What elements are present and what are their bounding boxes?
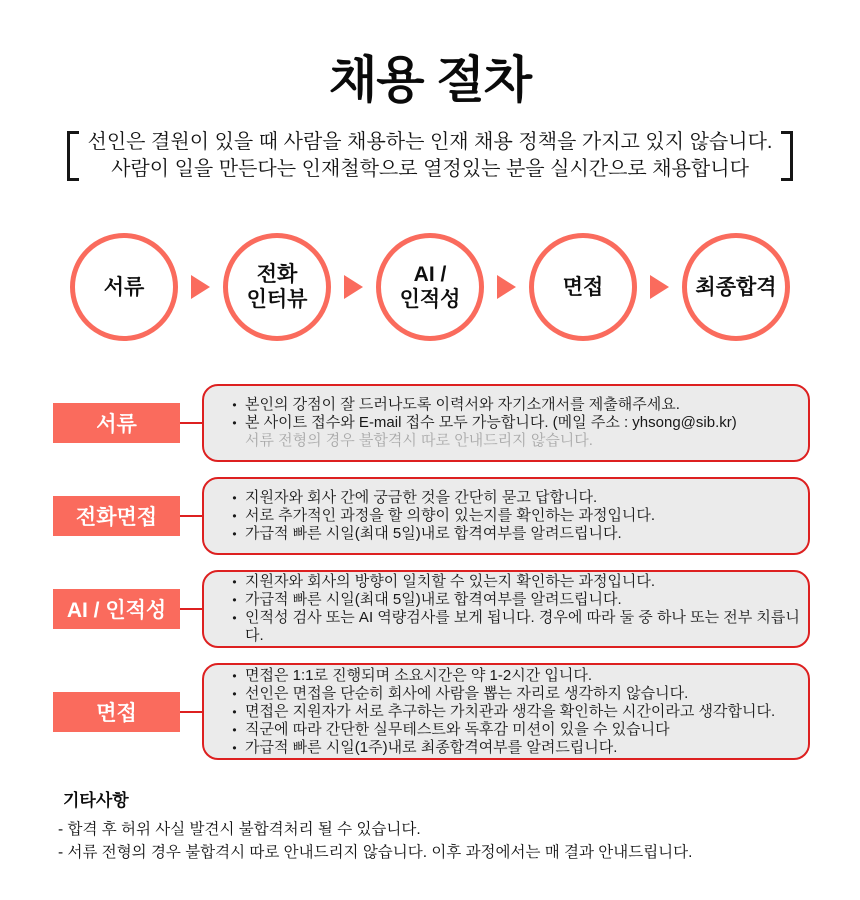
section-label: 면접 xyxy=(53,692,180,732)
muted-text: 서류 전형의 경우 불합격시 따로 안내드리지 않습니다. xyxy=(245,432,593,449)
bullet-icon: • xyxy=(232,740,237,755)
bullet-line xyxy=(228,591,800,609)
bullet-line xyxy=(228,721,800,739)
flow-step-label: 서류 xyxy=(103,275,145,299)
section-detail-box xyxy=(202,663,810,760)
bullet-line xyxy=(228,396,800,414)
bullet-icon: • xyxy=(232,704,237,719)
bullet-text: 면접은 1:1로 진행되며 소요시간은 약 1-2시간 입니다. xyxy=(245,666,593,684)
notes-item: - 서류 전형의 경우 불합격시 따로 안내드리지 않습니다. 이후 과정에서는 매 결과 안내드립니다. xyxy=(58,844,693,861)
bullet-text: 가급적 빠른 시일(최대 5일)내로 합격여부를 알려드립니다. xyxy=(245,591,622,608)
bullet-icon: • xyxy=(232,527,237,541)
bullet-icon: • xyxy=(232,686,237,701)
flow-step-interview xyxy=(529,233,637,341)
subtitle-line-2: 사람이 일을 만든다는 인재철학으로 열정있는 분을 실시간으로 채용합니다 xyxy=(111,158,749,180)
bullet-line xyxy=(228,609,800,645)
bullet-icon: • xyxy=(232,593,237,607)
bullet-line xyxy=(228,489,800,507)
bullet-line xyxy=(228,573,800,591)
bullet-text: 지원자와 회사의 방향이 일치할 수 있는지 확인하는 과정입니다. xyxy=(245,573,656,590)
bullet-text: 면접은 지원자가 서로 추구하는 가치관과 생각을 확인하는 시간이라고 생각합니다. xyxy=(245,702,776,720)
connector-line xyxy=(180,515,202,517)
section-detail-box xyxy=(202,570,810,648)
arrow-right-icon xyxy=(344,275,363,299)
flow-step-label: 인터뷰 xyxy=(246,288,308,311)
other-notes xyxy=(58,786,860,861)
bullet-icon: • xyxy=(232,575,237,589)
section-label: AI / 인적성 xyxy=(53,589,180,629)
flow-step-final-pass xyxy=(682,233,790,341)
bullet-icon: • xyxy=(232,722,237,737)
bullet-icon: • xyxy=(232,611,237,625)
section-interview xyxy=(0,663,860,760)
section-label: 전화면접 xyxy=(53,496,180,536)
flow-step-label: 최종합격 xyxy=(695,275,777,299)
bullet-line xyxy=(228,739,800,757)
muted-line xyxy=(228,432,800,450)
flow-step-ai-aptitude xyxy=(376,233,484,341)
right-bracket-icon xyxy=(781,131,793,181)
bullet-text: 선인은 면접을 단순히 회사에 사람을 뽑는 자리로 생각하지 않습니다. xyxy=(245,684,689,702)
subtitle-text xyxy=(88,129,773,183)
notes-heading: 기타사항 xyxy=(63,791,129,810)
flow-step-label: 전화 xyxy=(256,263,298,286)
section-ai-aptitude xyxy=(0,570,860,648)
bullet-icon: • xyxy=(232,416,237,430)
flow-step-phone-interview xyxy=(223,233,331,341)
arrow-right-icon xyxy=(650,275,669,299)
process-flow xyxy=(0,233,860,341)
section-documents xyxy=(0,384,860,462)
subtitle-line-1: 선인은 결원이 있을 때 사람을 채용하는 인재 채용 정책을 가지고 있지 않습니다. xyxy=(87,131,773,153)
flow-step-label: 인적성 xyxy=(399,288,461,311)
left-bracket-icon xyxy=(67,131,79,181)
bullet-line xyxy=(228,667,800,685)
arrow-right-icon xyxy=(497,275,516,299)
section-list xyxy=(0,384,860,760)
bullet-text: 가급적 빠른 시일(1주)내로 최종합격여부를 알려드립니다. xyxy=(245,738,618,756)
connector-line xyxy=(180,608,202,610)
section-phone-interview xyxy=(0,477,860,555)
section-detail-box xyxy=(202,384,810,462)
bullet-icon: • xyxy=(232,509,237,523)
bullet-text: 지원자와 회사 간에 궁금한 것을 간단히 묻고 답합니다. xyxy=(245,489,598,506)
bullet-line xyxy=(228,685,800,703)
bullet-icon: • xyxy=(232,491,237,505)
section-label: 서류 xyxy=(53,403,180,443)
connector-line xyxy=(180,711,202,713)
bullet-line xyxy=(228,525,800,543)
flow-step-label: 면접 xyxy=(562,275,604,299)
bullet-text: 본 사이트 접수와 E-mail 접수 모두 가능합니다. (메일 주소 : yhsong@sib.kr) xyxy=(245,414,737,431)
flow-step-documents xyxy=(70,233,178,341)
bullet-line xyxy=(228,507,800,525)
page-title: 채용 절차 xyxy=(328,52,532,108)
bullet-icon: • xyxy=(232,398,237,412)
bullet-text: 본인의 강점이 잘 드러나도록 이력서와 자기소개서를 제출해주세요. xyxy=(245,396,680,413)
connector-line xyxy=(180,422,202,424)
bullet-text: 서로 추가적인 과정을 할 의향이 있는지를 확인하는 과정입니다. xyxy=(245,507,656,524)
notes-item: - 합격 후 허위 사실 발견시 불합격처리 될 수 있습니다. xyxy=(58,821,421,838)
bullet-text: 가급적 빠른 시일(최대 5일)내로 합격여부를 알려드립니다. xyxy=(245,525,622,542)
bullet-text: 인적성 검사 또는 AI 역량검사를 보게 됩니다. 경우에 따라 둘 중 하나 또는 전부 치릅니다. xyxy=(245,609,800,644)
bullet-line xyxy=(228,414,800,432)
bullet-line xyxy=(228,703,800,721)
arrow-right-icon xyxy=(191,275,210,299)
section-detail-box xyxy=(202,477,810,555)
flow-step-label: AI / xyxy=(413,263,447,286)
bullet-icon: • xyxy=(232,668,237,683)
bullet-text: 직군에 따라 간단한 실무테스트와 독후감 미션이 있을 수 있습니다 xyxy=(245,720,670,738)
subtitle-block xyxy=(0,129,860,183)
